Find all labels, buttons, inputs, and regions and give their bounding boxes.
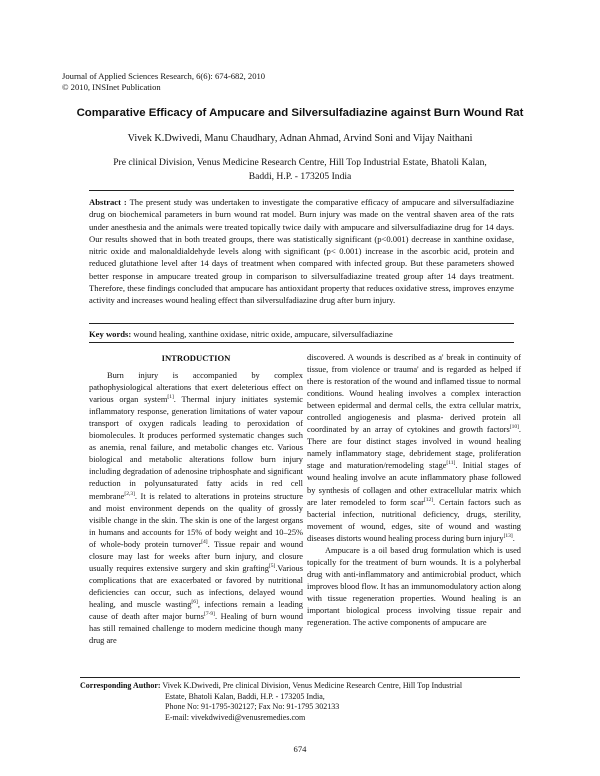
citation: [5] bbox=[268, 563, 276, 569]
citation: [13] bbox=[503, 532, 513, 539]
affiliation-line-1: Pre clinical Division, Venus Medicine Research Centre, Hill Top Industrial Estate, Bhatoli Kalan, bbox=[113, 157, 487, 168]
citation: [6] bbox=[191, 599, 198, 606]
right-column bbox=[307, 352, 521, 629]
corresponding-author bbox=[80, 681, 520, 723]
left-column bbox=[89, 352, 303, 647]
citation: [1] bbox=[167, 394, 174, 401]
page-number: 674 bbox=[293, 744, 307, 754]
paper-title: Comparative Efficacy of Ampucare and Silversulfadiazine against Burn Wound Rat bbox=[76, 107, 524, 119]
corresponding-line-1: Vivek K.Dwivedi, Pre clinical Division, Venus Medicine Research Centre, Hill Top Industrial bbox=[162, 681, 463, 690]
corresponding-author-label: Corresponding Author: bbox=[80, 681, 161, 690]
citation: [12] bbox=[423, 496, 434, 503]
keywords-text: wound healing, xanthine oxidase, nitric oxide, ampucare, silversulfadiazine bbox=[133, 329, 393, 339]
abstract bbox=[89, 196, 514, 307]
affiliation bbox=[60, 156, 540, 184]
authors: Vivek K.Dwivedi, Manu Chaudhary, Adnan Ahmad, Arvind Soni and Vijay Naithani bbox=[127, 133, 473, 144]
journal-citation bbox=[62, 71, 265, 93]
intro-paragraph-2: Ampucare is a oil based drug formulation which is used topically for the treatment of burn wounds. It is a polyherbal drug with anti-inflammatory and antimicrobial product, which improves blood flow. It has an immunomodulatory action along with tissue regeneration properties. Wound healing is an important biological process involving tissue repair and regeneration. The active components of ampucare are bbox=[307, 545, 521, 628]
corresponding-email[interactable]: E-mail: vivekdwivedi@venusremedies.com bbox=[165, 712, 306, 722]
introduction-heading: INTRODUCTION bbox=[161, 353, 231, 363]
keywords-bottom-rule bbox=[89, 342, 514, 343]
corresponding-line-3: Phone No: 91-1795-302127; Fax No: 91-1795 302133 bbox=[165, 702, 340, 711]
keywords-label: Key words: bbox=[89, 329, 132, 339]
journal-line-2: © 2010, INSInet Publication bbox=[62, 82, 161, 92]
intro-paragraph-1: Burn injury is accompanied by complex pathophysiological alterations that exert deleterious effect on various organ system[1]. Thermal injury initiates systemic inflammatory response, generation limitations of water vapour transport of oxygen radicals leading to peroxidation of biomolecules. It produces performed systematic changes such as anemia, renal failure, and metabolic changes etc. Various biological and metabolic alterations follow burn injury including degradation of adenosine triphosphate and significant reduction in polyunsaturated fatty acids in red cell membrane[2,3]. It is related to alterations in proteins structure and moist environment depends on the quality of grossly visible change in the skin. The skin is one of the largest organs in humans and accounts for 15% of body weight and 10–25% of whole-body protein turnover[4]. Tissue repair and wound closure may last for weeks after burn injury, and closure usually requires extensive surgery and skin grafting[5].Various complications that are exacerbated or favored by nutritional deficiencies can occur, such as infections, delayed wound healing, and muscle wasting[6], infections remain a leading cause of death after major burns[7-9]. Healing of burn wound has still remained challenge to modern medicine though many drug are bbox=[89, 371, 304, 646]
footnote-rule bbox=[80, 677, 520, 678]
citation: [7-9] bbox=[204, 611, 216, 618]
corresponding-line-2: Estate, Bhatoli Kalan, Baddi, H.P. - 173205 India, bbox=[165, 691, 325, 701]
abstract-text: The present study was undertaken to investigate the comparative efficacy of ampucare and silversulfadiazine drug on biochemical parameters in burn wound rat model. Burn injury was made on the ventral shaven area of the rats under anesthesia and the animals were treated topically twice daily with ampucare and silversulfadiazine drug for 14 days. Our results showed that in both treated groups, there was statistically significant (p<0.001) decrease in xanthine oxidase, nitric oxide and malonaldialdehyde levels along with significant (p< 0.001) increase in the ascorbic acid, protein and reduced glutathione level after 14 days of treatment when compared with infected group. But these parameters showed better response in ampucare treated group in comparison to silversulfadiazine treated group after 14 days treatment. Therefore, these findings concluded that ampucare has antioxidant property that reduces oxidative stress, improves enzyme activity and increases wound healing effect than silversulfadiazine drug after burn injury. bbox=[89, 197, 514, 306]
citation: [10] bbox=[509, 424, 519, 431]
keywords bbox=[89, 329, 514, 339]
abstract-label: Abstract : bbox=[89, 197, 127, 207]
citation: [2,3] bbox=[124, 490, 135, 497]
abstract-bottom-rule bbox=[89, 323, 514, 324]
citation: [4] bbox=[201, 538, 208, 545]
affiliation-line-2: Baddi, H.P. - 173205 India bbox=[248, 171, 352, 182]
journal-line-1: Journal of Applied Sciences Research, 6(6): 674-682, 2010 bbox=[62, 71, 266, 81]
abstract-top-rule bbox=[89, 190, 514, 191]
citation: [11] bbox=[446, 460, 456, 467]
intro-paragraph-continued: discovered. A wounds is described as a' break in continuity of tissue, from violence or trauma' and is regarded as helped if there is restoration of the wound and inflamed tissue to normal conditions. Wound healing involves a complex interaction between epidermal and dermal cells, the extra cellular matrix, controlled angiogenesis and plasma- derived protein all coordinated by an array of cytokines and growth factors[10]. There are four distinct stages involved in wound healing namely inflammatory stage, debridement stage, proliferation stage and maturation/remodeling stage[11]. Initial stages of wound healing involve an acute inflammatory phase followed by synthesis of collagen and other extracellular matrix which are later remodeled to form scar[12]. Certain factors such as bacterial infection, nutritional deficiency, drugs, sterility, movement of wound, edges, site of wound and wasting diseases distorts wound healing process during burn injury[13]. bbox=[307, 353, 521, 543]
